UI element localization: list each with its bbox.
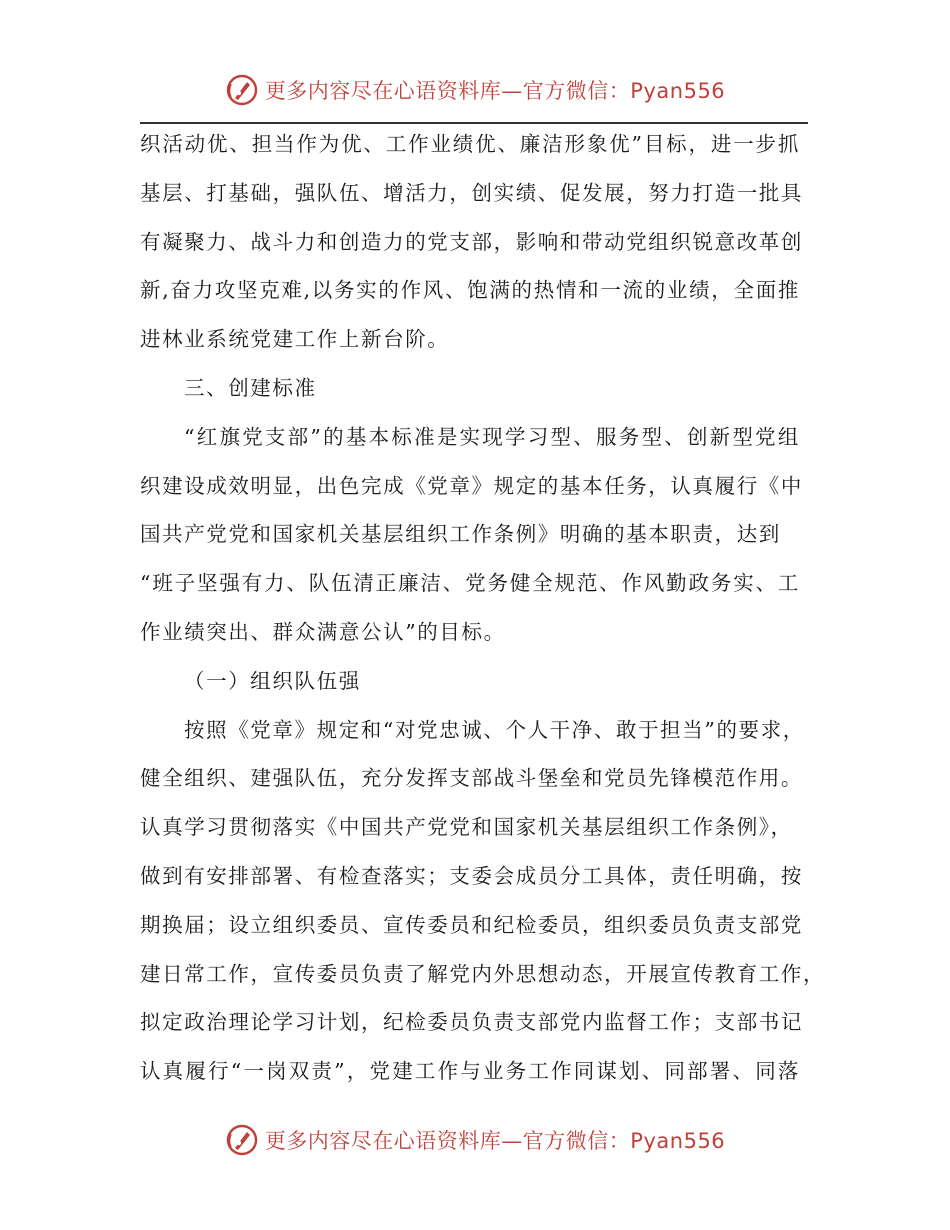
body-line: 健全组织、建强队伍，充分发挥支部战斗堡垒和党员先锋模范作用。 xyxy=(140,766,803,791)
body-line: 按照《党章》规定和“对党忠诚、个人干净、敢于担当”的要求， xyxy=(184,717,805,742)
footer-banner xyxy=(0,1120,950,1160)
pen-nib-circle-icon xyxy=(225,1123,259,1157)
document-body xyxy=(140,120,826,1096)
body-line: 有凝聚力、战斗力和创造力的党支部，影响和带动党组织锐意改革创 xyxy=(140,229,803,254)
body-line: 做到有安排部署、有检查落实；支委会成员分工具体，责任明确，按 xyxy=(140,863,803,888)
body-line: 拟定政治理论学习计划，纪检委员负责支部党内监督工作；支部书记 xyxy=(140,1010,803,1035)
body-line: 织建设成效明显，出色完成《党章》规定的基本任务，认真履行《中 xyxy=(140,473,803,498)
pen-nib-circle-icon xyxy=(225,73,259,107)
body-line: 国共产党党和国家机关基层组织工作条例》明确的基本职责，达到 xyxy=(140,522,781,547)
header-banner xyxy=(0,70,950,110)
body-line: 基层、打基础，强队伍、增活力，创实绩、促发展，努力打造一批具 xyxy=(140,180,803,205)
body-line: 认真学习贯彻落实《中国共产党党和国家机关基层组织工作条例》， xyxy=(140,815,793,840)
body-line: 作业绩突出、群众满意公认”的目标。 xyxy=(140,619,506,644)
body-line: 进林业系统党建工作上新台阶。 xyxy=(140,327,450,352)
body-line: 新,奋力攻坚克难,以务实的作风、饱满的热情和一流的业绩，全面推 xyxy=(140,278,800,303)
body-line: 认真履行“一岗双责”，党建工作与业务工作同谋划、同部署、同落 xyxy=(140,1059,800,1084)
body-line: 织活动优、担当作为优、工作业绩优、廉洁形象优”目标，进一步抓 xyxy=(140,132,800,156)
body-line: “红旗党支部”的基本标准是实现学习型、服务型、创新型党组 xyxy=(184,424,800,449)
header-banner-text: 更多内容尽在心语资料库—官方微信：Pyan556 xyxy=(264,79,726,103)
body-line: 期换届；设立组织委员、宣传委员和纪检委员，组织委员负责支部党 xyxy=(140,912,803,937)
subsection-heading: （一）组织队伍强 xyxy=(184,668,361,693)
footer-banner-text: 更多内容尽在心语资料库—官方微信：Pyan556 xyxy=(264,1129,726,1153)
body-line: 建日常工作，宣传委员负责了解党内外思想动态，开展宣传教育工作， xyxy=(140,961,826,986)
section-heading: 三、创建标准 xyxy=(184,375,317,400)
body-line: “班子坚强有力、队伍清正廉洁、党务健全规范、作风勤政务实、工 xyxy=(140,571,800,596)
